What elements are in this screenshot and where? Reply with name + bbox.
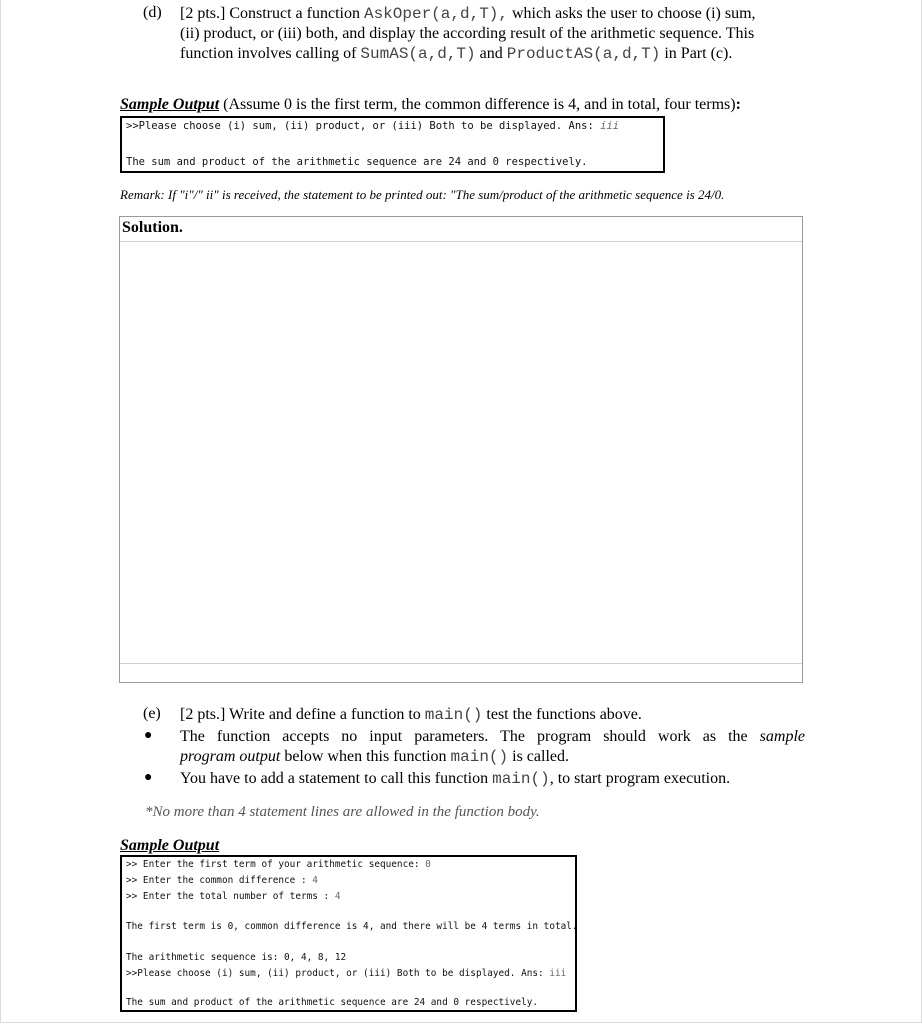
output-e-input-2: 4 bbox=[312, 875, 318, 886]
bullet-1-dot: ● bbox=[144, 728, 153, 743]
output-e-line-1-text: >> Enter the first term of your arithmetic sequence: bbox=[126, 859, 426, 870]
sample-output-d-heading bbox=[120, 96, 741, 114]
bullet-1-line-1 bbox=[180, 727, 805, 747]
output-e-line-5: The arithmetic sequence is: 0, 4, 8, 12 bbox=[126, 952, 347, 963]
main-code: main() bbox=[424, 706, 483, 724]
askoper-code: AskOper(a,d,T), bbox=[363, 5, 508, 23]
part-d-line-1 bbox=[180, 4, 810, 24]
part-e-points: [2 pts.] bbox=[180, 706, 226, 723]
part-d-label: (d) bbox=[143, 4, 162, 21]
part-e-bullet-2 bbox=[180, 769, 805, 789]
sumas-code: SumAS(a,d,T) bbox=[360, 45, 476, 63]
output-e-input-4: iii bbox=[549, 968, 567, 979]
bullet-1-line2-pre: below when this function bbox=[280, 748, 451, 765]
part-e-line-1 bbox=[180, 705, 805, 725]
output-e-line-6 bbox=[126, 968, 566, 979]
output-d-answer: iii bbox=[600, 120, 620, 132]
output-e-line-2-text: >> Enter the common difference : bbox=[126, 875, 313, 886]
part-e-bullet-1 bbox=[180, 727, 805, 767]
productas-code: ProductAS(a,d,T) bbox=[506, 45, 661, 63]
bullet-1-line-2 bbox=[180, 747, 805, 767]
part-e-note: *No more than 4 statement lines are allowed in the function body. bbox=[145, 804, 540, 820]
bullet-1-line1-text: The function accepts no input parameters. The program should work as the bbox=[180, 728, 760, 745]
sample-output-e-heading bbox=[120, 837, 219, 855]
output-e-line-2 bbox=[126, 875, 318, 886]
solution-divider-bottom bbox=[120, 663, 802, 664]
output-e-line-6-text: >>Please choose (i) sum, (ii) product, or (iii) Both to be displayed. Ans: bbox=[126, 968, 550, 979]
bullet-1-line2-ital: program output bbox=[180, 748, 281, 765]
part-d-points: [2 pts.] bbox=[180, 5, 226, 22]
solution-title: Solution. bbox=[122, 219, 183, 236]
output-e-line-3 bbox=[126, 891, 341, 902]
output-d-prompt: >>Please choose (i) sum, (ii) product, or (iii) Both to be displayed. Ans: bbox=[126, 120, 601, 132]
output-e-line-7: The sum and product of the arithmetic sequence are 24 and 0 respectively. bbox=[126, 997, 539, 1008]
bullet-2-dot: ● bbox=[144, 770, 153, 785]
part-e-label: (e) bbox=[143, 705, 161, 722]
part-d-line1-pre: Construct a function bbox=[229, 5, 364, 22]
part-d-line-2: (ii) product, or (iii) both, and display the according result of the arithmetic sequence. This bbox=[180, 25, 755, 42]
remark: Remark: If "i"/" ii" is received, the statement to be printed out: "The sum/product of the arithmetic sequence is 24/0. bbox=[120, 187, 725, 202]
bullet-2-post: , to start program execution. bbox=[549, 770, 731, 787]
sample-output-d-title: Sample Output bbox=[120, 96, 220, 113]
output-e-line-4: The first term is 0, common difference is 4, and there will be 4 terms in total. bbox=[126, 921, 578, 932]
part-e-line1-post: test the functions above. bbox=[482, 706, 642, 723]
solution-divider-top bbox=[120, 241, 802, 242]
output-e-input-3: 4 bbox=[334, 891, 341, 902]
output-e-input-1: 0 bbox=[425, 859, 431, 870]
output-e-line-3-text: >> Enter the total number of terms : bbox=[126, 891, 335, 902]
part-d-line-3 bbox=[180, 44, 810, 64]
part-d-line3-and: and bbox=[475, 45, 507, 62]
output-d-prompt-line bbox=[126, 120, 619, 132]
bullet-1-main-code: main() bbox=[450, 748, 509, 766]
bullet-1-ital: sample bbox=[759, 728, 805, 745]
part-d-line3-pre: function involves calling of bbox=[180, 45, 361, 62]
bullet-1-line2-post: is called. bbox=[508, 748, 569, 765]
sample-output-d-colon: : bbox=[735, 96, 741, 113]
bullet-2-main-code: main() bbox=[492, 770, 550, 788]
sample-output-e-title: Sample Output bbox=[120, 837, 220, 854]
part-d-line1-post: which asks the user to choose (i) sum, bbox=[508, 5, 756, 22]
sample-output-d-note: (Assume 0 is the first term, the common difference is 4, and in total, four terms) bbox=[219, 96, 736, 113]
solution-box[interactable] bbox=[119, 216, 803, 683]
part-d-line3-post: in Part (c). bbox=[660, 45, 733, 62]
part-d-text bbox=[180, 4, 810, 64]
sample-output-e-box bbox=[120, 855, 577, 1012]
bullet-2-pre: You have to add a statement to call this function bbox=[180, 770, 493, 787]
output-e-line-1 bbox=[126, 859, 431, 870]
output-d-result: The sum and product of the arithmetic sequence are 24 and 0 respectively. bbox=[126, 156, 588, 168]
sample-output-d-box bbox=[120, 116, 665, 173]
part-e-line1-pre: Write and define a function to bbox=[229, 706, 425, 723]
